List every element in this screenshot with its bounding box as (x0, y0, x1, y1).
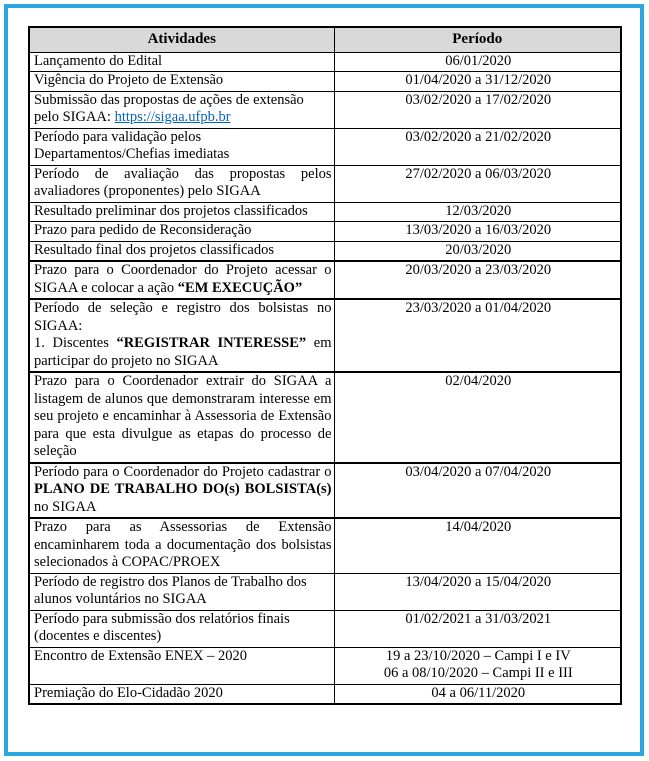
bold-text: PLANO DE TRABALHO DO(s) BOLSISTA(s) (34, 481, 332, 497)
bold-text: “EM EXECUÇÃO” (177, 279, 303, 296)
text: 19 a 23/10/2020 – Campi I e IV (385, 647, 571, 664)
activity-cell (29, 518, 334, 573)
text: 1. Discentes (34, 335, 117, 351)
activity-cell (29, 463, 334, 519)
column-header-atividades: Atividades (29, 27, 334, 52)
activity-cell (29, 684, 334, 704)
text: 12/03/2020 (445, 202, 512, 219)
table-row (29, 647, 621, 684)
period-cell (334, 72, 621, 92)
text: Período para o Coordenador do Projeto cadastrar o (34, 463, 332, 480)
activity-cell (29, 647, 334, 684)
text: 27/02/2020 a 06/03/2020 (405, 165, 552, 182)
text: Período de seleção e registro dos bolsistas no SIGAA: (34, 300, 332, 334)
schedule-table (28, 26, 622, 705)
table-row (29, 372, 621, 463)
period-cell (334, 463, 621, 519)
period-cell (334, 52, 621, 72)
activity-cell (29, 165, 334, 202)
text: 13/03/2020 a 16/03/2020 (405, 222, 552, 238)
table-row (29, 165, 621, 202)
text: 03/02/2020 a 17/02/2020 (405, 91, 552, 108)
text: 02/04/2020 (445, 373, 512, 389)
table-row (29, 518, 621, 573)
period-cell (334, 91, 621, 128)
sigaa-link[interactable]: https://sigaa.ufpb.br (114, 109, 231, 125)
column-header-periodo: Período (334, 27, 621, 52)
period-cell (334, 518, 621, 573)
activity-cell (29, 91, 334, 128)
period-cell (334, 573, 621, 610)
table-row (29, 202, 621, 222)
table-row (29, 299, 621, 372)
table-row (29, 222, 621, 242)
table-row (29, 241, 621, 261)
period-cell (334, 128, 621, 165)
schedule-table-body (29, 52, 621, 704)
text: Período para validação pelos Departamentos/Chefias imediatas (34, 128, 230, 162)
text: Premiação do Elo-Cidadão 2020 (34, 684, 223, 701)
period-cell (334, 684, 621, 704)
period-cell (334, 647, 621, 684)
activity-cell (29, 261, 334, 299)
table-row (29, 684, 621, 704)
table-row (29, 91, 621, 128)
period-cell (334, 202, 621, 222)
period-cell (334, 165, 621, 202)
activity-cell (29, 222, 334, 242)
text: em participar do projeto no SIGAA (34, 335, 332, 369)
table-row (29, 261, 621, 299)
bold-text: “REGISTRAR INTERESSE” (116, 335, 307, 351)
text: Prazo para o Coordenador do Projeto acessar o SIGAA e colocar a ação (34, 262, 332, 296)
activity-cell (29, 372, 334, 463)
table-row (29, 128, 621, 165)
text: Prazo para pedido de Reconsideração (34, 222, 252, 238)
text: Período para submissão dos relatórios finais (docentes e discentes) (34, 610, 290, 644)
text: 01/02/2021 a 31/03/2021 (405, 610, 552, 627)
text: 03/04/2020 a 07/04/2020 (405, 463, 552, 480)
text: 13/04/2020 a 15/04/2020 (405, 573, 552, 590)
table-row (29, 610, 621, 647)
period-cell (334, 241, 621, 261)
text: Submissão das propostas de ações de extensão pelo SIGAA: (34, 91, 304, 125)
activity-cell (29, 610, 334, 647)
header-row (29, 27, 621, 52)
activity-cell (29, 299, 334, 372)
text: Prazo para o Coordenador extrair do SIGAA a listagem de alunos que demonstraram interesse em seu projeto e encaminhar à Assessoria de Extensão para que esta divulgue as etapas do processo de seleção (34, 373, 332, 459)
period-cell (334, 261, 621, 299)
table-row (29, 72, 621, 92)
text: no SIGAA (34, 498, 97, 515)
activity-cell (29, 573, 334, 610)
period-cell (334, 222, 621, 242)
text: 20/03/2020 a 23/03/2020 (405, 262, 552, 278)
table-row (29, 573, 621, 610)
text: Lançamento do Edital (34, 52, 163, 69)
text: 01/04/2020 a 31/12/2020 (405, 72, 552, 88)
text: Encontro de Extensão ENEX – 2020 (34, 647, 248, 664)
text: Resultado final dos projetos classificados (34, 241, 275, 258)
text: Período de registro dos Planos de Trabalho dos alunos voluntários no SIGAA (34, 573, 307, 607)
text: 04 a 06/11/2020 (431, 684, 526, 701)
text: Prazo para as Assessorias de Extensão encaminharem toda a documentação dos bolsistas selecionados à COPAC/PROEX (34, 519, 332, 570)
text: Vigência do Projeto de Extensão (34, 72, 224, 88)
period-cell (334, 299, 621, 372)
text: Período de avaliação das propostas pelos avaliadores (proponentes) pelo SIGAA (34, 165, 332, 199)
table-row (29, 463, 621, 519)
activity-cell (29, 128, 334, 165)
text: 03/02/2020 a 21/02/2020 (405, 128, 552, 145)
blue-frame (4, 4, 644, 756)
activity-cell (29, 241, 334, 261)
text: 23/03/2020 a 01/04/2020 (405, 300, 552, 316)
text: 14/04/2020 (445, 519, 512, 535)
table-row (29, 52, 621, 72)
text: 20/03/2020 (445, 241, 512, 258)
activity-cell (29, 52, 334, 72)
period-cell (334, 610, 621, 647)
period-cell (334, 372, 621, 463)
activity-cell (29, 202, 334, 222)
text: Resultado preliminar dos projetos classificados (34, 202, 308, 219)
text: 06/01/2020 (445, 52, 512, 69)
activity-cell (29, 72, 334, 92)
text: 06 a 08/10/2020 – Campi II e III (383, 665, 573, 681)
